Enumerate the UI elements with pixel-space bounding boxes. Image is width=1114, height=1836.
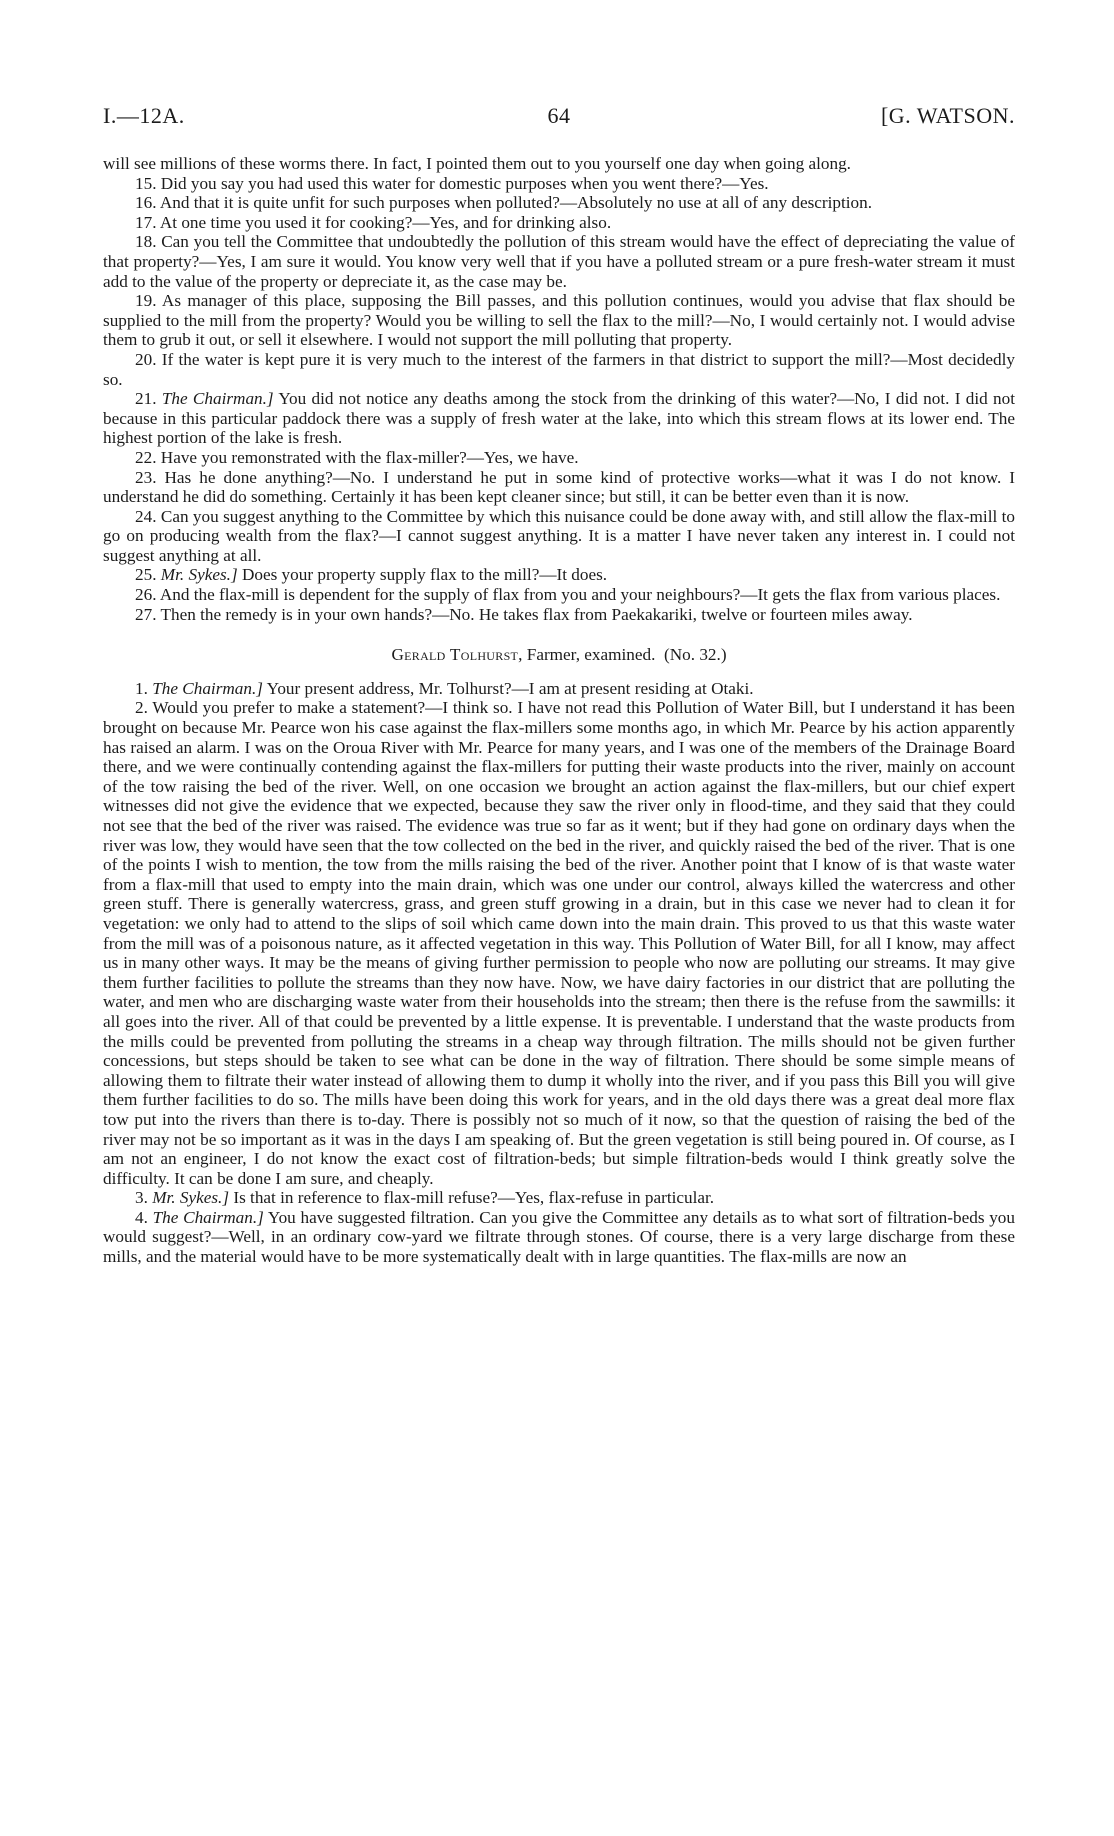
paragraph-text: And that it is quite unfit for such purposes when polluted?—Absolutely no use at all of any description. — [159, 193, 873, 213]
evidence-paragraph — [103, 565, 1015, 585]
question-number: 26. — [135, 585, 157, 605]
question-number: 1. — [135, 678, 148, 698]
question-number: 4. — [135, 1207, 148, 1227]
page-body — [103, 154, 1015, 1267]
evidence-paragraph — [103, 698, 1015, 1188]
evidence-paragraph — [103, 350, 1015, 389]
paragraph-text: If the water is kept pure it is very much to the interest of the farmers in that district to support the mill?—Most decidedly so. — [103, 349, 1015, 389]
witness-heading — [103, 645, 1015, 665]
witness-name: Gerald Tolhurst — [391, 645, 519, 665]
evidence-paragraph — [103, 448, 1015, 468]
question-number: 27. — [135, 604, 157, 624]
question-number: 17. — [135, 212, 157, 232]
paragraph-text: Have you remonstrated with the flax-miller?—Yes, we have. — [160, 447, 579, 467]
evidence-paragraph — [103, 468, 1015, 507]
evidence-paragraph — [103, 1208, 1015, 1267]
evidence-section-bottom — [103, 679, 1015, 1267]
witness-number: (No. 32.) — [664, 645, 727, 665]
evidence-paragraph — [103, 174, 1015, 194]
paragraph-text: Did you say you had used this water for domestic purposes when you went there?—Yes. — [160, 173, 769, 193]
evidence-paragraph — [103, 1188, 1015, 1208]
paragraph-text: will see millions of these worms there. In fact, I pointed them out to you yourself one day when going along. — [103, 154, 851, 173]
page-header — [103, 103, 1015, 133]
evidence-paragraph — [103, 585, 1015, 605]
evidence-paragraph — [103, 291, 1015, 350]
witness-description: , Farmer, examined. — [518, 645, 656, 665]
paragraph-text: You have suggested filtration. Can you give the Committee any details as to what sort of filtration-beds you would suggest?—Well, in an ordinary cow-yard we filtrate through stones. Of course, there is a very large discharge from these mills, and the material would have to be more systematically dealt with in large quantities. The flax-mills are now an — [103, 1207, 1015, 1267]
paragraph-text: Your present address, Mr. Tolhurst?—I am at present residing at Otaki. — [266, 678, 754, 698]
question-number: 15. — [135, 173, 157, 193]
page-number: 64 — [547, 103, 571, 128]
speaker-label: The Chairman.] — [161, 389, 274, 409]
paragraph-text: Then the remedy is in your own hands?—No. He takes flax from Paekakariki, twelve or fourteen miles away. — [160, 604, 913, 624]
evidence-paragraph — [103, 232, 1015, 291]
paper-reference: I.—12A. — [103, 103, 185, 128]
paragraph-text: Can you suggest anything to the Committee by which this nuisance could be done away with, and still allow the flax-mill to go on producing wealth from the flax?—I cannot suggest anything. It is a matter I have never taken any interest in. I could not suggest anything at all. — [103, 506, 1015, 565]
question-number: 18. — [135, 232, 157, 252]
evidence-paragraph — [103, 213, 1015, 233]
paragraph-text: Can you tell the Committee that undoubtedly the pollution of this stream would have the effect of depreciating the value of that property?—Yes, I am sure it would. You know very well that if you have a polluted stream or a pure fresh-water stream it must add to the value of the property or depreciate it, as the case may be. — [103, 232, 1016, 291]
question-number: 24. — [135, 506, 157, 526]
evidence-paragraph — [103, 154, 1015, 174]
paragraph-text: You did not notice any deaths among the stock from the drinking of this water?—No, I did not. I did not because in this particular paddock there was a supply of fresh water at the lake, into which this stream flows at its lower end. The highest portion of the lake is fresh. — [103, 389, 1016, 448]
evidence-paragraph — [103, 389, 1015, 448]
paragraph-text: As manager of this place, supposing the Bill passes, and this pollution continues, would you advise that flax should be supplied to the mill from the property? Would you be willing to sell the flax to the mill?—No, I would certainly not. I would advise them to grub it out, or sell it elsewhere. I would not support the mill polluting that property. — [103, 291, 1015, 350]
paragraph-text: Is that in reference to flax-mill refuse?—Yes, flax-refuse in particular. — [233, 1188, 715, 1208]
question-number: 16. — [135, 193, 157, 213]
question-number: 2. — [135, 698, 148, 718]
speaker-label: Mr. Sykes.] — [152, 1188, 230, 1208]
speaker-label: The Chairman.] — [152, 678, 263, 698]
evidence-section-top — [103, 154, 1015, 624]
question-number: 22. — [135, 447, 157, 467]
witness-running-head: [G. WATSON. — [880, 103, 1015, 128]
evidence-paragraph — [103, 679, 1015, 699]
evidence-paragraph — [103, 507, 1015, 566]
question-number: 19. — [135, 291, 157, 311]
paragraph-text: Has he done anything?—No. I understand he put in some kind of protective works—what it was I do not know. I understand he did do something. Certainly it has been kept cleaner since; but still, it can be better even than it is now. — [103, 467, 1015, 507]
question-number: 21. — [135, 389, 157, 409]
question-number: 20. — [135, 349, 157, 369]
evidence-paragraph — [103, 605, 1015, 625]
question-number: 23. — [135, 467, 157, 487]
paragraph-text: Would you prefer to make a statement?—I think so. I have not read this Pollution of Water Bill, but I understand it has been brought on because Mr. Pearce won his case against the flax-millers some months ago, in which Mr. Pearce by his action apparently has raised an alarm. I was on the Oroua River with Mr. Pearce for many years, and I was one of the members of the Drainage Board there, and we were continually contending against the flax-millers for putting their waste products into the river, mainly on account of the tow raising the bed of the river. Well, on one occasion we brought an action against the flax-millers, but our chief expert witnesses did not give the evidence that we expected, because they saw the river only in flood-time, and they said that they could not see that the bed of the river was raised. The evidence was true so far as it went; but if they had gone on ordinary days when the river was low, they would have seen that the tow collected on the bed in the river, and quickly raised the bed of the river. That is one of the points I wish to mention, the tow from the mills raising the bed of the river. Another point that I know of is that waste water from a flax-mill that used to empty into the main drain, which was one under our control, always killed the watercress and other green stuff. There is generally watercress, grass, and green stuff growing in a drain, but in this case we never had to clean it for vegetation: we only had to attend to the slips of soil which came down into the main drain. This proved to us that this waste water from the mill was of a poisonous nature, as it affected vegetation in this way. This Pollution of Water Bill, for all I know, may affect us in many other ways. It may be the means of giving further permission to people who now are polluting our streams. It may give them further facilities to pollute the streams than they now have. Now, we have dairy factories in our district that are polluting the water, and men who are discharging waste water from their households into the stream; then there is the refuse from the sawmills: it all goes into the river. All of that could be prevented by a little expense. It is preventable. I understand that the waste products from the mills could be prevented from polluting the streams in a cheap way through filtration. The mills should not be given further concessions, but steps should be taken to see what can be done in the way of filtration. There should be some simple means of allowing them to filtrate their water instead of allowing them to dump it wholly into the river, and if you pass this Bill you will give them further facilities to do so. The mills have been doing this work for years, and in the old days there was a great deal more flax tow put into the rivers than there is to-day. There is possibly not so much of it now, so that the question of raising the bed of the river may not be so important as it was in the days I am speaking of. But the green vegetation is still being poured in. Of course, as I am not an engineer, I do not know the exact cost of filtration-beds; but simple filtration-beds would I think greatly solve the difficulty. It can be done I am sure, and cheaply. — [103, 698, 1015, 1188]
paragraph-text: And the flax-mill is dependent for the supply of flax from you and your neighbours?—It gets the flax from various places. — [159, 585, 1001, 605]
speaker-label: Mr. Sykes.] — [160, 565, 238, 585]
question-number: 25. — [135, 565, 157, 585]
evidence-paragraph — [103, 193, 1015, 213]
paragraph-text: At one time you used it for cooking?—Yes, and for drinking also. — [159, 212, 612, 232]
paragraph-text: Does your property supply flax to the mill?—It does. — [241, 565, 608, 585]
question-number: 3. — [135, 1188, 148, 1208]
speaker-label: The Chairman.] — [152, 1207, 264, 1227]
